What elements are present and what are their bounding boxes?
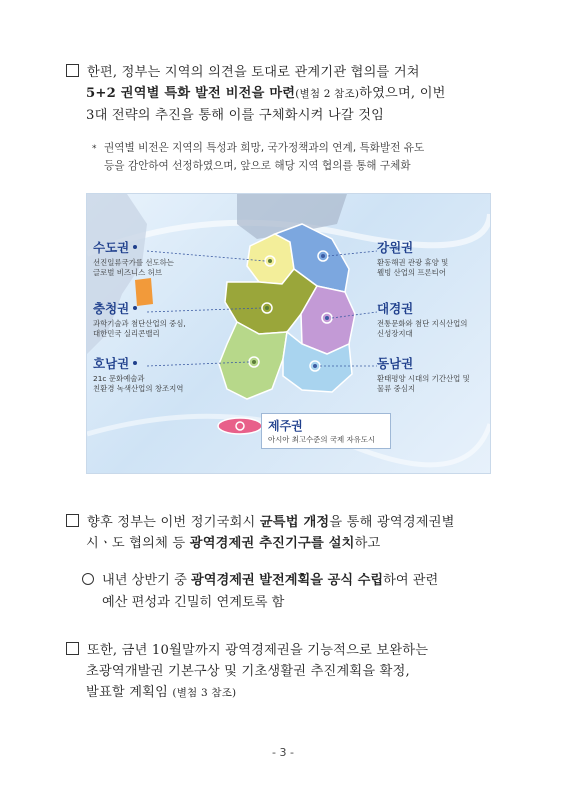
region-label-sudo <box>93 238 174 278</box>
bullet-plan <box>82 570 512 614</box>
para2-post: 을 통해 광역경제권별 <box>329 515 455 530</box>
region-jeju-shape <box>218 418 262 434</box>
para3-line3-pre: 발표할 계획임 <box>86 685 173 700</box>
paragraph-vision <box>66 62 506 126</box>
para3-line2: 초광역개발권 기본구상 및 기초생활권 추진계획을 확정, <box>86 664 410 679</box>
region-desc2: 웰빙 산업의 프론티어 <box>377 268 446 277</box>
vision-note <box>92 140 512 175</box>
region-label-jeju <box>261 413 391 449</box>
checkbox-square-icon <box>66 642 79 655</box>
paragraph-plan-announcement <box>66 640 506 704</box>
paragraph-law-amendment <box>66 512 506 554</box>
region-desc2: 물류 중심지 <box>377 384 416 393</box>
region-desc1: 환태평양 시대의 기간산업 및 <box>377 374 470 383</box>
region-sudo-shape <box>247 234 294 284</box>
region-name: 제주권 <box>268 419 303 433</box>
para1-ref: (별첨 2 참조) <box>295 88 360 100</box>
region-name: 동남권 <box>377 356 414 371</box>
para2-bold: 균특법 개정 <box>259 515 330 530</box>
para3-line1: 또한, 금년 10월말까지 광역경제권을 기능적으로 보완하는 <box>87 643 429 658</box>
regional-vision-map <box>86 193 491 474</box>
region-name: 수도권 <box>93 240 130 255</box>
para1-line3: 3대 전략의 추진을 통해 이를 구체화시켜 나갈 것임 <box>86 108 385 123</box>
region-desc1: 전통문화와 첨단 지식산업의 <box>377 319 468 328</box>
region-label-gangwon <box>377 238 448 278</box>
checkbox-square-icon <box>66 64 79 77</box>
checkbox-square-icon <box>66 514 79 527</box>
bullet-post: 하여 관련 <box>383 573 439 588</box>
para1-bold: 5+2 권역별 특화 발전 비전을 마련 <box>86 86 296 101</box>
region-desc1: 21c 문화예술과 <box>93 374 145 383</box>
circle-bullet-icon <box>82 573 94 585</box>
region-label-chungcheong <box>93 299 186 339</box>
region-desc2: 대한민국 실리콘밸리 <box>93 329 160 338</box>
region-desc1: 선진일류국가를 선도하는 <box>93 258 174 267</box>
para2-pre: 향후 정부는 이번 정기국회시 <box>87 515 260 530</box>
region-desc1: 과학기술과 첨단산업의 중심, <box>93 319 186 328</box>
region-label-daegyeong <box>377 299 467 339</box>
region-desc2: 신성장지대 <box>377 329 413 338</box>
note-line1: 권역별 비전은 지역의 특성과 희망, 국가정책과의 연계, 특화발전 유도 <box>104 142 425 154</box>
region-desc2: 글로벌 비즈니스 허브 <box>93 268 162 277</box>
para2-line2-post: 하고 <box>354 536 381 551</box>
region-label-honam <box>93 354 183 394</box>
asterisk-marker: * <box>92 144 97 154</box>
bullet-line2: 예산 편성과 긴밀히 연계토록 함 <box>102 595 285 610</box>
para3-ref: (별첨 3 참조) <box>172 687 237 699</box>
page-number: - 3 - <box>272 746 294 759</box>
region-desc1: 환동해권 관광 휴양 및 <box>377 258 449 267</box>
para1-rest: 하였으며, 이번 <box>359 86 446 101</box>
region-name: 강원권 <box>377 240 414 255</box>
bullet-pre: 내년 상반기 중 <box>102 573 192 588</box>
region-name: 충청권 <box>93 301 130 316</box>
para1-line1: 한편, 정부는 지역의 의견을 토대로 관계기관 협의를 거쳐 <box>87 65 420 80</box>
note-line2: 등을 감안하여 선정하였으며, 앞으로 해당 지역 협의를 통해 구체화 <box>104 160 411 172</box>
region-desc: 아시아 최고수준의 국제 자유도시 <box>268 435 376 444</box>
region-desc2: 친환경 녹색산업의 창조지역 <box>93 384 184 393</box>
para2-line2-pre: 시ㆍ도 협의체 등 <box>86 536 190 551</box>
region-name: 대경권 <box>377 301 414 316</box>
region-name: 호남권 <box>93 356 130 371</box>
bullet-bold: 광역경제권 발전계획을 공식 수립 <box>191 573 384 588</box>
para2-line2-bold: 광역경제권 추진기구를 설치 <box>189 536 355 551</box>
region-label-dongnam <box>377 354 470 394</box>
